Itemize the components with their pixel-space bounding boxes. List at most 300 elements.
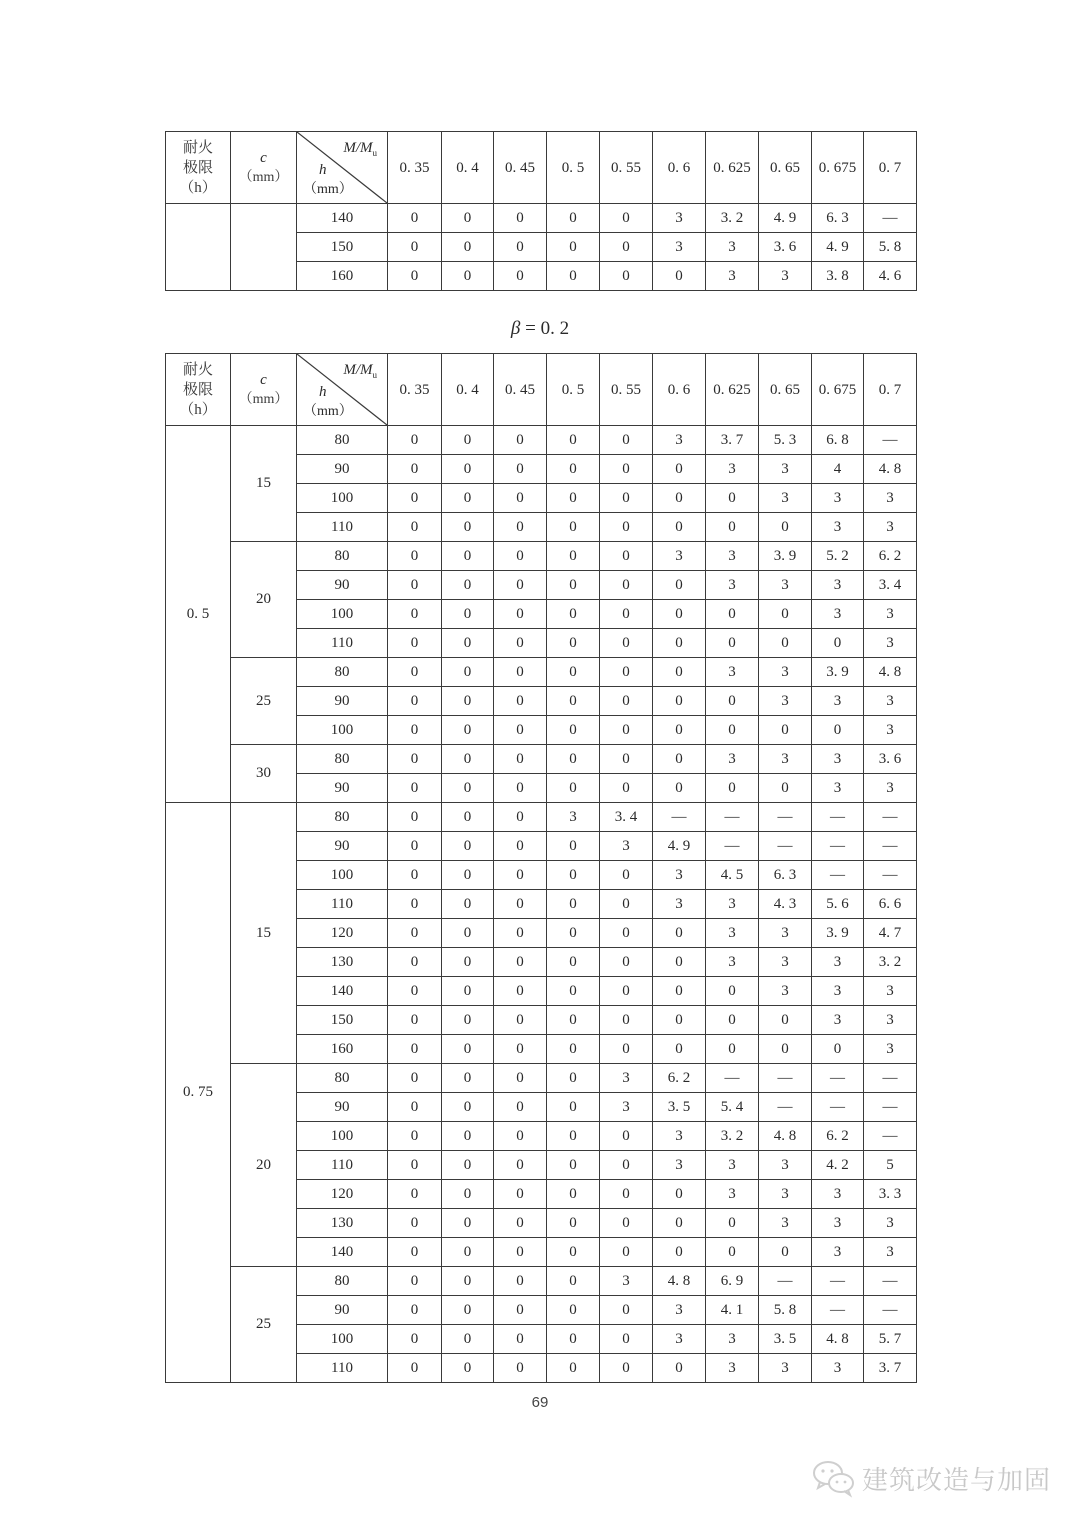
value-cell: 3 [706, 658, 759, 687]
value-cell: 0 [388, 658, 442, 687]
value-cell: 3. 9 [759, 542, 812, 571]
value-cell: — [759, 1093, 812, 1122]
header-h-unit: （mm） [303, 404, 353, 419]
value-cell: 0 [600, 1035, 653, 1064]
value-cell: 0 [388, 832, 442, 861]
value-cell: 0 [494, 426, 547, 455]
value-cell: — [706, 832, 759, 861]
value-cell: 0 [494, 716, 547, 745]
value-cell: 0 [600, 629, 653, 658]
value-cell: 6. 3 [812, 204, 864, 233]
value-cell: 0 [600, 687, 653, 716]
value-cell: 3 [812, 687, 864, 716]
value-cell: 0 [653, 658, 706, 687]
value-cell: 0 [653, 484, 706, 513]
value-cell: 5. 4 [706, 1093, 759, 1122]
h-cell: 90 [297, 571, 388, 600]
value-cell: 0 [388, 1064, 442, 1093]
value-cell: — [864, 1122, 917, 1151]
value-cell: 3 [759, 948, 812, 977]
value-cell: 3 [759, 977, 812, 1006]
value-cell: 0 [494, 1151, 547, 1180]
value-cell: 0 [547, 1296, 600, 1325]
h-cell: 110 [297, 629, 388, 658]
value-cell: 0 [388, 1325, 442, 1354]
value-cell: 3 [706, 455, 759, 484]
table-row [166, 1267, 917, 1296]
value-cell: 0 [442, 600, 494, 629]
value-cell: 3 [759, 919, 812, 948]
value-cell: 3 [864, 1035, 917, 1064]
value-cell: 3 [812, 484, 864, 513]
h-cell: 90 [297, 1296, 388, 1325]
header-row [166, 132, 917, 204]
value-cell: 0 [494, 542, 547, 571]
value-cell: 0 [547, 1209, 600, 1238]
value-cell: 0 [388, 948, 442, 977]
value-cell: 0 [600, 1238, 653, 1267]
value-cell: 0 [706, 513, 759, 542]
value-cell: 3 [547, 803, 600, 832]
value-cell: 0 [653, 1006, 706, 1035]
h-cell: 80 [297, 542, 388, 571]
value-cell: 3 [759, 745, 812, 774]
header-mmu-text: M/M [343, 362, 373, 378]
value-cell: 3 [600, 1093, 653, 1122]
value-cell: 3 [653, 204, 706, 233]
value-cell: 0 [653, 455, 706, 484]
h-cell: 80 [297, 1267, 388, 1296]
value-cell: 0 [547, 1035, 600, 1064]
value-cell: 0 [388, 513, 442, 542]
c-cell: 20 [231, 542, 297, 658]
value-cell: 0 [388, 1209, 442, 1238]
value-cell: 0 [812, 629, 864, 658]
h-cell: 90 [297, 1093, 388, 1122]
table-title-beta [0, 318, 1080, 340]
value-cell: 0 [388, 204, 442, 233]
value-cell: 0 [442, 1151, 494, 1180]
value-cell: 6. 2 [812, 1122, 864, 1151]
value-cell: 3. 7 [706, 426, 759, 455]
value-cell: 0 [600, 977, 653, 1006]
h-cell: 100 [297, 716, 388, 745]
value-cell: 3. 3 [864, 1180, 917, 1209]
value-cell: 0 [494, 774, 547, 803]
value-cell: 0 [388, 1122, 442, 1151]
value-cell: 0 [442, 658, 494, 687]
h-cell: 90 [297, 774, 388, 803]
value-cell: 3 [864, 1238, 917, 1267]
header-mmu-0: 0. 35 [388, 132, 442, 204]
h-cell: 110 [297, 1354, 388, 1383]
value-cell: 0 [442, 233, 494, 262]
value-cell: 0 [547, 1064, 600, 1093]
value-cell: 0 [442, 426, 494, 455]
value-cell: 0 [547, 484, 600, 513]
value-cell: 3. 7 [864, 1354, 917, 1383]
value-cell: 0 [388, 1151, 442, 1180]
header-mmu-8: 0. 675 [812, 132, 864, 204]
value-cell: 3 [759, 571, 812, 600]
value-cell: 5. 7 [864, 1325, 917, 1354]
value-cell: 0 [600, 1209, 653, 1238]
page-number: 69 [531, 1394, 549, 1411]
value-cell: 0 [442, 687, 494, 716]
value-cell: 0 [494, 1093, 547, 1122]
value-cell: 3 [706, 233, 759, 262]
value-cell: 0 [442, 1122, 494, 1151]
header-c [231, 132, 297, 204]
value-cell: — [812, 1267, 864, 1296]
value-cell: 0 [600, 204, 653, 233]
header-mmu-1: 0. 4 [442, 132, 494, 204]
value-cell: 6. 8 [812, 426, 864, 455]
value-cell: 0 [759, 629, 812, 658]
value-cell: 0 [442, 1006, 494, 1035]
value-cell: — [864, 861, 917, 890]
value-cell: 3 [706, 919, 759, 948]
value-cell: 0 [600, 919, 653, 948]
value-cell: 0 [494, 687, 547, 716]
value-cell: 3 [864, 629, 917, 658]
value-cell: 3 [759, 484, 812, 513]
value-cell: 0 [388, 426, 442, 455]
header-mmu-3: 0. 5 [547, 132, 600, 204]
value-cell: 3 [812, 571, 864, 600]
value-cell: 0 [547, 204, 600, 233]
value-cell: 0 [706, 1006, 759, 1035]
c-cell: 25 [231, 1267, 297, 1383]
value-cell: 0 [547, 745, 600, 774]
header-diagonal [297, 354, 388, 426]
value-cell: — [864, 1267, 917, 1296]
value-cell: 3. 5 [759, 1325, 812, 1354]
value-cell: 0 [547, 687, 600, 716]
value-cell: 0 [547, 1325, 600, 1354]
value-cell: 0 [653, 948, 706, 977]
value-cell: 0 [706, 774, 759, 803]
value-cell: 0 [494, 1209, 547, 1238]
value-cell: 0 [547, 1354, 600, 1383]
value-cell: 0 [547, 1093, 600, 1122]
header-c-symbol: c [260, 371, 267, 388]
h-cell: 90 [297, 832, 388, 861]
header-mmu-8: 0. 675 [812, 354, 864, 426]
value-cell: 0 [706, 1209, 759, 1238]
value-cell: 0 [547, 1006, 600, 1035]
value-cell: 4. 9 [759, 204, 812, 233]
header-row [166, 354, 917, 426]
value-cell: 3 [812, 948, 864, 977]
value-cell: 3 [759, 658, 812, 687]
value-cell: 0 [442, 977, 494, 1006]
value-cell: 0 [653, 1238, 706, 1267]
value-cell: 0 [442, 484, 494, 513]
value-cell: 0 [442, 455, 494, 484]
value-cell: 6. 3 [759, 861, 812, 890]
value-cell: 3 [812, 513, 864, 542]
value-cell: 0 [388, 1035, 442, 1064]
value-cell: 3 [706, 1151, 759, 1180]
value-cell: 0 [653, 629, 706, 658]
value-cell: 0 [494, 571, 547, 600]
value-cell: 3 [706, 890, 759, 919]
value-cell: 0 [494, 1035, 547, 1064]
value-cell: 3. 5 [653, 1093, 706, 1122]
value-cell: 3 [759, 1209, 812, 1238]
value-cell: 0 [653, 1180, 706, 1209]
value-cell: 0 [759, 774, 812, 803]
value-cell: 0 [442, 513, 494, 542]
value-cell: 5. 3 [759, 426, 812, 455]
value-cell: 6. 2 [864, 542, 917, 571]
value-cell: — [812, 1093, 864, 1122]
value-cell: 0 [547, 919, 600, 948]
value-cell: 0 [759, 1035, 812, 1064]
value-cell: 0 [494, 1064, 547, 1093]
header-c-unit: （mm） [238, 391, 289, 407]
h-cell: 160 [297, 262, 388, 291]
value-cell: 0 [600, 745, 653, 774]
value-cell: 0 [442, 745, 494, 774]
value-cell: 0 [759, 1238, 812, 1267]
value-cell: 0 [388, 542, 442, 571]
value-cell: 0 [442, 1064, 494, 1093]
value-cell: — [864, 204, 917, 233]
header-mmu-3: 0. 5 [547, 354, 600, 426]
value-cell: 3 [812, 1180, 864, 1209]
value-cell: 0 [600, 1180, 653, 1209]
value-cell: 6. 6 [864, 890, 917, 919]
value-cell: 0 [547, 861, 600, 890]
value-cell: 3. 9 [812, 919, 864, 948]
value-cell: 6. 9 [706, 1267, 759, 1296]
h-cell: 150 [297, 233, 388, 262]
value-cell: 3. 9 [812, 658, 864, 687]
value-cell: 0 [706, 1238, 759, 1267]
value-cell: 0 [442, 262, 494, 291]
value-cell: 0 [547, 571, 600, 600]
value-cell: 3 [706, 542, 759, 571]
value-cell: 0 [494, 262, 547, 291]
h-cell: 140 [297, 977, 388, 1006]
value-cell: — [864, 832, 917, 861]
header-fire-limit [166, 132, 231, 204]
value-cell: 3 [812, 1238, 864, 1267]
value-cell: 0 [388, 629, 442, 658]
value-cell: 3 [653, 426, 706, 455]
header-mmu-4: 0. 55 [600, 354, 653, 426]
value-cell: 4. 8 [653, 1267, 706, 1296]
value-cell: 0 [494, 977, 547, 1006]
value-cell: 0 [600, 1151, 653, 1180]
value-cell: 4. 2 [812, 1151, 864, 1180]
value-cell: — [812, 832, 864, 861]
value-cell: 0 [388, 919, 442, 948]
value-cell: 0 [547, 1180, 600, 1209]
value-cell: 3. 6 [864, 745, 917, 774]
value-cell: — [706, 803, 759, 832]
value-cell: 0 [494, 948, 547, 977]
value-cell: 0 [653, 262, 706, 291]
value-cell: 0 [706, 977, 759, 1006]
value-cell: 0 [600, 948, 653, 977]
h-cell: 80 [297, 1064, 388, 1093]
c-cell [231, 204, 297, 291]
header-mmu-5: 0. 6 [653, 354, 706, 426]
value-cell: 0 [547, 600, 600, 629]
value-cell: 0 [494, 233, 547, 262]
value-cell: 0 [600, 890, 653, 919]
c-cell: 25 [231, 658, 297, 745]
value-cell: 0 [759, 716, 812, 745]
value-cell: 3 [653, 861, 706, 890]
value-cell: — [864, 1093, 917, 1122]
h-cell: 120 [297, 1180, 388, 1209]
value-cell: 3 [759, 455, 812, 484]
value-cell: 0 [600, 426, 653, 455]
value-cell: 3 [759, 687, 812, 716]
h-cell: 110 [297, 1151, 388, 1180]
value-cell: 3 [706, 262, 759, 291]
value-cell: 3 [653, 233, 706, 262]
header-c [231, 354, 297, 426]
value-cell: 0 [653, 687, 706, 716]
value-cell: 4. 9 [653, 832, 706, 861]
value-cell: 0 [547, 513, 600, 542]
c-cell: 20 [231, 1064, 297, 1267]
value-cell: 0 [388, 687, 442, 716]
value-cell: 3 [864, 513, 917, 542]
value-cell: 0 [388, 803, 442, 832]
h-cell: 110 [297, 513, 388, 542]
value-cell: 0 [494, 204, 547, 233]
value-cell: — [864, 426, 917, 455]
table-row [166, 745, 917, 774]
value-cell: — [864, 1296, 917, 1325]
value-cell: 3 [706, 745, 759, 774]
header-fire-limit-line: （h） [179, 179, 217, 196]
value-cell: 0 [759, 1006, 812, 1035]
value-cell: — [812, 1064, 864, 1093]
header-mmu-2: 0. 45 [494, 354, 547, 426]
value-cell: 0 [494, 861, 547, 890]
value-cell: — [812, 803, 864, 832]
value-cell: 4. 9 [812, 233, 864, 262]
value-cell: 0 [442, 1325, 494, 1354]
value-cell: 3 [759, 262, 812, 291]
value-cell: 0 [494, 1238, 547, 1267]
value-cell: 0 [442, 1035, 494, 1064]
value-cell: — [759, 832, 812, 861]
value-cell: 0 [442, 919, 494, 948]
value-cell: 0 [547, 426, 600, 455]
header-mmu-6: 0. 625 [706, 132, 759, 204]
table-row [166, 658, 917, 687]
value-cell: 0 [600, 233, 653, 262]
value-cell: 0 [442, 1238, 494, 1267]
beta-symbol: β [510, 318, 521, 339]
value-cell: 0 [706, 687, 759, 716]
value-cell: 0 [494, 658, 547, 687]
table-row [166, 1064, 917, 1093]
header-mmu-5: 0. 6 [653, 132, 706, 204]
header-mmu-4: 0. 55 [600, 132, 653, 204]
value-cell: — [812, 861, 864, 890]
value-cell: 0 [494, 1006, 547, 1035]
value-cell: 0 [547, 1151, 600, 1180]
header-fire-limit-line: 耐火 [182, 139, 213, 156]
value-cell: 0 [442, 948, 494, 977]
h-cell: 100 [297, 1122, 388, 1151]
value-cell: 5. 2 [812, 542, 864, 571]
c-cell: 30 [231, 745, 297, 803]
value-cell: 0 [547, 262, 600, 291]
value-cell: 0 [600, 455, 653, 484]
value-cell: 0 [494, 1354, 547, 1383]
value-cell: 0 [388, 1006, 442, 1035]
value-cell: 3 [600, 1064, 653, 1093]
value-cell: 0 [388, 774, 442, 803]
value-cell: 0 [653, 977, 706, 1006]
value-cell: 3 [812, 1006, 864, 1035]
value-cell: 0 [547, 774, 600, 803]
value-cell: 0 [494, 513, 547, 542]
beta-value: = 0. 2 [520, 318, 570, 339]
value-cell: 3 [600, 832, 653, 861]
h-cell: 150 [297, 1006, 388, 1035]
value-cell: 0 [494, 484, 547, 513]
value-cell: 3 [706, 571, 759, 600]
value-cell: 0 [442, 716, 494, 745]
header-mmu-1: 0. 4 [442, 354, 494, 426]
value-cell: 0 [388, 977, 442, 1006]
value-cell: 0 [494, 1122, 547, 1151]
value-cell: 0 [547, 716, 600, 745]
header-fire-limit-line: （h） [179, 401, 217, 418]
header-mmu-sub: u [372, 370, 377, 380]
header-c-symbol: c [260, 149, 267, 166]
header-h: h [319, 384, 327, 400]
value-cell: 0 [653, 600, 706, 629]
value-cell: 0 [388, 262, 442, 291]
value-cell: 0 [388, 455, 442, 484]
value-cell: — [706, 1064, 759, 1093]
value-cell: 3 [759, 1180, 812, 1209]
value-cell: 0 [442, 629, 494, 658]
value-cell: 0 [388, 1180, 442, 1209]
value-cell: 0 [600, 1354, 653, 1383]
value-cell: 3 [653, 1325, 706, 1354]
value-cell: 3. 2 [706, 1122, 759, 1151]
h-cell: 100 [297, 600, 388, 629]
header-fire-limit-line: 极限 [182, 381, 213, 398]
h-cell: 90 [297, 687, 388, 716]
value-cell: 0 [600, 262, 653, 291]
value-cell: 5 [864, 1151, 917, 1180]
value-cell: 3 [812, 745, 864, 774]
value-cell: 4. 8 [864, 658, 917, 687]
value-cell: 0 [600, 861, 653, 890]
value-cell: 4 [812, 455, 864, 484]
value-cell: 0 [547, 629, 600, 658]
value-cell: 0 [494, 1267, 547, 1296]
value-cell: 0 [653, 716, 706, 745]
header-mmu-text: M/M [343, 140, 373, 156]
header-fire-limit [166, 354, 231, 426]
value-cell: 0 [388, 484, 442, 513]
